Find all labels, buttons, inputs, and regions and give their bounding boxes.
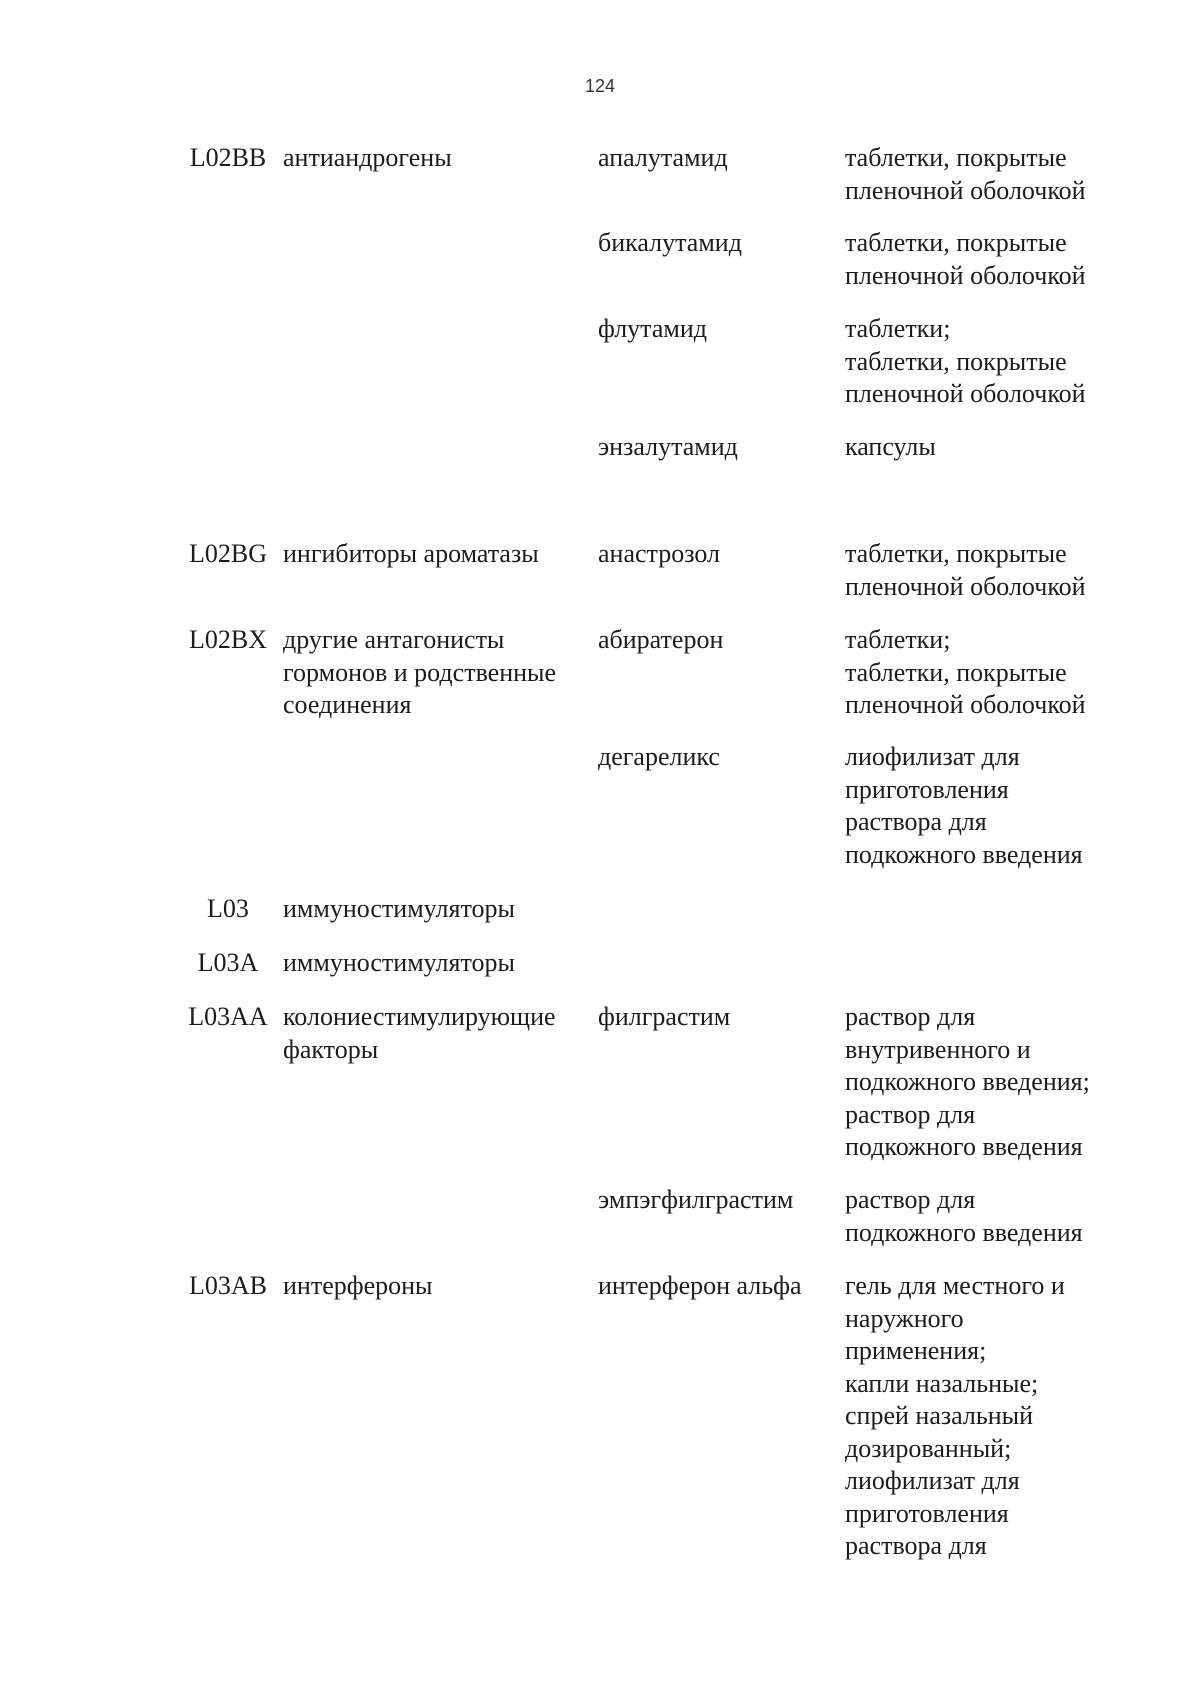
- page-number: 124: [584, 76, 616, 96]
- atc-code: L03A: [197, 948, 259, 977]
- dosage-form: таблетки, покрытые пленочной оболочкой: [845, 143, 1086, 205]
- dosage-form: таблетки, покрытые пленочной оболочкой: [845, 539, 1086, 601]
- atc-code: L02BB: [189, 143, 267, 172]
- dosage-form: раствор для подкожного введения: [845, 1185, 1083, 1247]
- atc-group-name: интерфероны: [283, 1271, 433, 1300]
- drug-name: апалутамид: [598, 143, 728, 172]
- drug-name: филграстим: [598, 1002, 731, 1031]
- dosage-form: лиофилизат для приготовления раствора для подкожного введения: [845, 742, 1083, 869]
- atc-group-name: антиандрогены: [283, 143, 452, 172]
- dosage-form: таблетки, покрытые пленочной оболочкой: [845, 228, 1086, 290]
- drug-name: бикалутамид: [598, 228, 742, 257]
- atc-code: L03AA: [188, 1002, 268, 1031]
- atc-group-name: иммуностимуляторы: [283, 894, 515, 923]
- drug-name: эмпэгфилграстим: [598, 1185, 794, 1214]
- dosage-form: таблетки; таблетки, покрытые пленочной оболочкой: [845, 314, 1086, 408]
- atc-group-name: другие антагонисты гормонов и родственные соединения: [283, 625, 557, 719]
- atc-code: L02BG: [189, 539, 267, 568]
- atc-group-name: ингибиторы ароматазы: [283, 539, 539, 568]
- atc-code: L03AB: [189, 1271, 267, 1300]
- atc-group-name: колониестимулирующие факторы: [283, 1002, 556, 1064]
- drug-name: анастрозол: [598, 539, 720, 568]
- dosage-form: таблетки; таблетки, покрытые пленочной оболочкой: [845, 625, 1086, 719]
- atc-code: L03: [207, 894, 249, 923]
- drug-name: флутамид: [598, 314, 707, 343]
- drug-name: интерферон альфа: [598, 1271, 802, 1300]
- drug-name: дегареликс: [598, 742, 720, 771]
- dosage-form: капсулы: [845, 432, 936, 461]
- drug-name: энзалутамид: [598, 432, 738, 461]
- dosage-form: гель для местного и наружного применения; капли назальные; спрей назальный дозированный; лиофилизат для приготовления раствора для: [845, 1271, 1065, 1560]
- drug-name: абиратерон: [598, 625, 724, 654]
- dosage-form: раствор для внутривенного и подкожного введения; раствор для подкожного введения: [845, 1002, 1090, 1161]
- atc-code: L02BX: [189, 625, 267, 654]
- atc-group-name: иммуностимуляторы: [283, 948, 515, 977]
